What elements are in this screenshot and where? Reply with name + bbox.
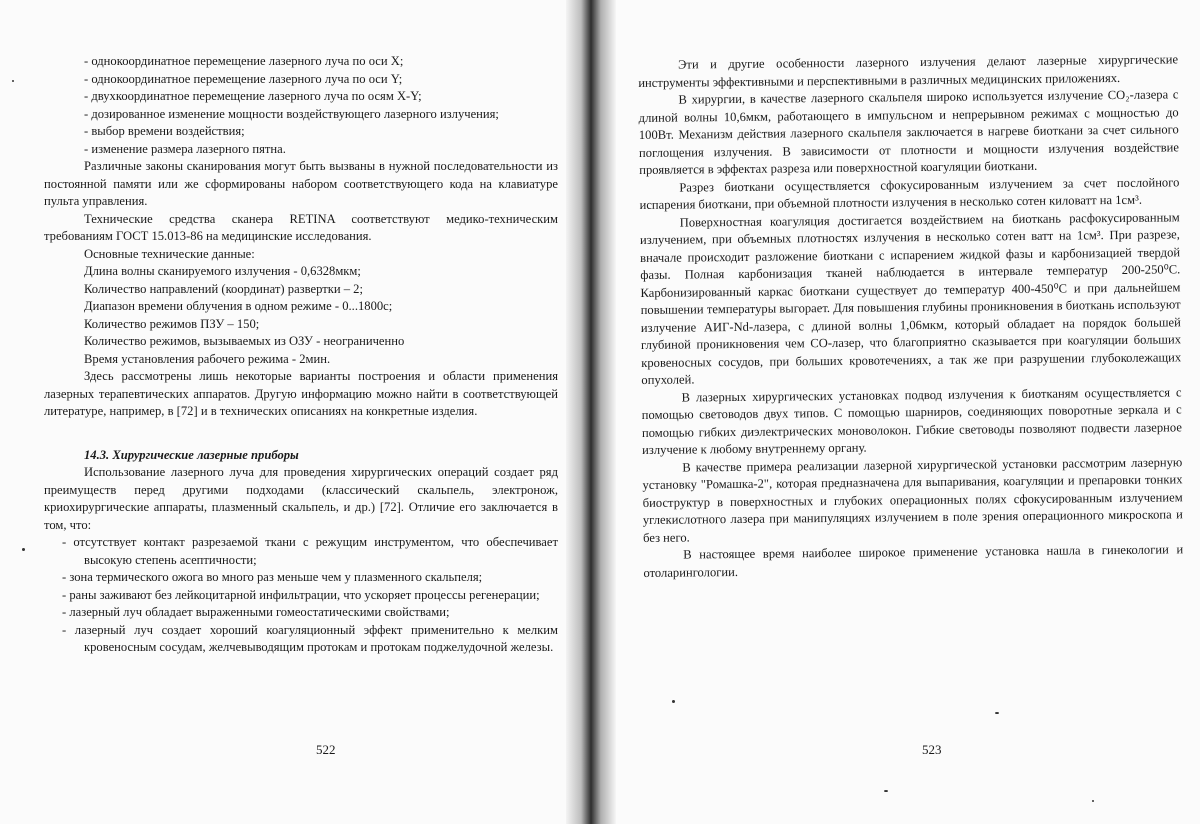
- spec-wavelength: Длина волны сканируемого излучения - 0,6328мкм;: [84, 264, 361, 278]
- left-page-text: [44, 53, 558, 657]
- paragraph-variants: Здесь рассмотрены лишь некоторые варианты построения и области применения лазерных терапевтических аппаратов. Другую информацию можно найти в соответствующей литературе, например, в [72] и в технических описаниях на конкретные изделия.: [44, 369, 558, 418]
- paragraph-incision: Разрез биоткани осуществляется сфокусированным излучением за счет послойного испарения биоткани, при объемной плотности излучения в несколько сотен киловатт на 1см³.: [639, 174, 1180, 212]
- scan-speck: [1092, 800, 1094, 802]
- book-gutter: [566, 0, 616, 824]
- bullet-xy: - двухкоординатное перемещение лазерного луча по осям X-Y;: [84, 89, 422, 103]
- specs-intro: Основные технические данные:: [84, 246, 255, 261]
- bullet-time: - выбор времени воздействия;: [84, 124, 245, 138]
- right-page: [616, 0, 1200, 824]
- paragraph-retina: Технические средства сканера RETINA соответствуют медико-техническим требованиям ГОСТ 15.013-86 на медицинские исследования.: [44, 211, 558, 243]
- scan-speck: [884, 790, 888, 792]
- page-number-left: 522: [316, 742, 336, 757]
- paragraph-scan-laws: Различные законы сканирования могут быть вызваны в нужной последовательности из постоянной памяти или же сформированы набором соответствующего кода на клавиатуре пульта управления.: [44, 159, 558, 208]
- paragraph-features: Эти и другие особенности лазерного излучения делают лазерные хирургические инструменты эффективными и перспективными в различных медицинских приложениях.: [638, 52, 1179, 90]
- diff-burn-zone: - зона термического ожога во много раз меньше чем у плазменного скальпеля;: [62, 570, 483, 584]
- diff-healing: - раны заживают без лейкоцитарной инфильтрации, что ускоряет процессы регенерации;: [62, 587, 540, 602]
- spec-time-range: Диапазон времени облучения в одном режиме - 0...1800с;: [84, 299, 393, 313]
- bullet-power: - дозированное изменение мощности воздействующего лазерного излучения;: [84, 106, 499, 121]
- spec-ram-modes: Количество режимов, вызываемых из ОЗУ - неограниченно: [84, 334, 405, 348]
- paragraph-romashka: В качестве примера реализации лазерной хирургической установки рассмотрим лазерную установку "Ромашка-2", которая предназначена для выпаривания, коагуляции и препаровки тонких биоструктур в поверхностных и глубоких операционных полях сфокусированным излучением углекислотного лазера при манипуляциях излучением в поле зрения операционного микроскопа и без него.: [642, 454, 1183, 545]
- paragraph-light-guides: В лазерных хирургических установках подвод излучения к биотканям осуществляется с помощью световодов двух типов. С помощью шарниров, соединяющих поворотные зеркала и с помощью гибких диэлектрических моноволокон. Гибкие световоды позволяют подвести лазерное излучение к любому внутреннему органу.: [641, 384, 1182, 457]
- bullet-x: - однокоординатное перемещение лазерного луча по оси X;: [84, 54, 404, 68]
- paragraph-coagulation: Поверхностная коагуляция достигается воздействием на биоткань расфокусированным излучением, при объемных плотностях излучения в несколько сотен ватт на 1см³. При разрезе, вначале происходит разложение биоткани с испарением жидкой фазы и карбонизацией твердой фазы. Полная карбонизация тканей наблюдается в интервале температур 200-250⁰С. Карбонизированный каркас биоткани существует до температур 400-450⁰С и при дальнейшем повышении температуры выгорает. Для повышения глубины проникновения в биоткань используют излучение АИГ-Nd-лазера, с длиной волны 1,06мкм, который обладает на порядок большей глубиной проникновения чем СО-лазер, что благоприятно сказывается при коагуляции больших кровеносных сосудов, при больших кровотечениях, а так же при разрушении глубоколежащих опухолей.: [639, 209, 1182, 387]
- spec-directions: Количество направлений (координат) развертки – 2;: [84, 281, 363, 296]
- diff-homeostatic: - лазерный луч обладает выраженными гомеостатическими свойствами;: [62, 605, 450, 619]
- scan-speck: [672, 700, 675, 703]
- right-page-text: [638, 51, 1183, 582]
- page-number-right: 523: [922, 742, 942, 757]
- paragraph-application: В настоящее время наиболее широкое применение установка нашла в гинекологии и отоларингологии.: [643, 542, 1184, 580]
- left-page: [0, 0, 566, 824]
- spec-setup-time: Время установления рабочего режима - 2мин.: [84, 351, 331, 366]
- paragraph-laser-use: Использование лазерного луча для проведения хирургических операций создает ряд преимуществ перед другими подходами (классический скальпель, электронож, криохирургические аппараты, плазменный скальпель, и др.) [72]. Отличие его заключается в том, что:: [44, 465, 558, 532]
- spec-rom-modes: Количество режимов ПЗУ – 150;: [84, 316, 260, 331]
- section-heading: 14.3. Хирургические лазерные приборы: [84, 447, 299, 462]
- scan-speck: [22, 548, 25, 551]
- paragraph-co2-scalpel: В хирургии, в качестве лазерного скальпеля широко используется излучение CO₂-лазера с длиной волны 10,6мкм, работающего в импульсном и непрерывном режимах с мощностью до 100Вт. Механизм действия лазерного скальпеля заключается в нагреве биоткани за счет сильного поглощения излучения. В зависимости от плотности и мощности излучения воздействие проявляется в эффектах разреза или поверхностной коагуляции биоткани.: [638, 87, 1180, 177]
- diff-no-contact: - отсутствует контакт разрезаемой ткани с режущим инструментом, что обеспечивает высокую степень асептичности;: [62, 535, 558, 567]
- bullet-spot: - изменение размера лазерного пятна.: [84, 141, 286, 156]
- bullet-y: - однокоординатное перемещение лазерного луча по оси Y;: [84, 71, 403, 86]
- diff-coagulation: - лазерный луч создает хороший коагуляционный эффект применительно к мелким кровеносным сосудам, желчевыводящим протокам и протокам поджелудочной железы.: [62, 622, 558, 654]
- scan-speck: [12, 80, 14, 82]
- scan-speck: [995, 712, 999, 714]
